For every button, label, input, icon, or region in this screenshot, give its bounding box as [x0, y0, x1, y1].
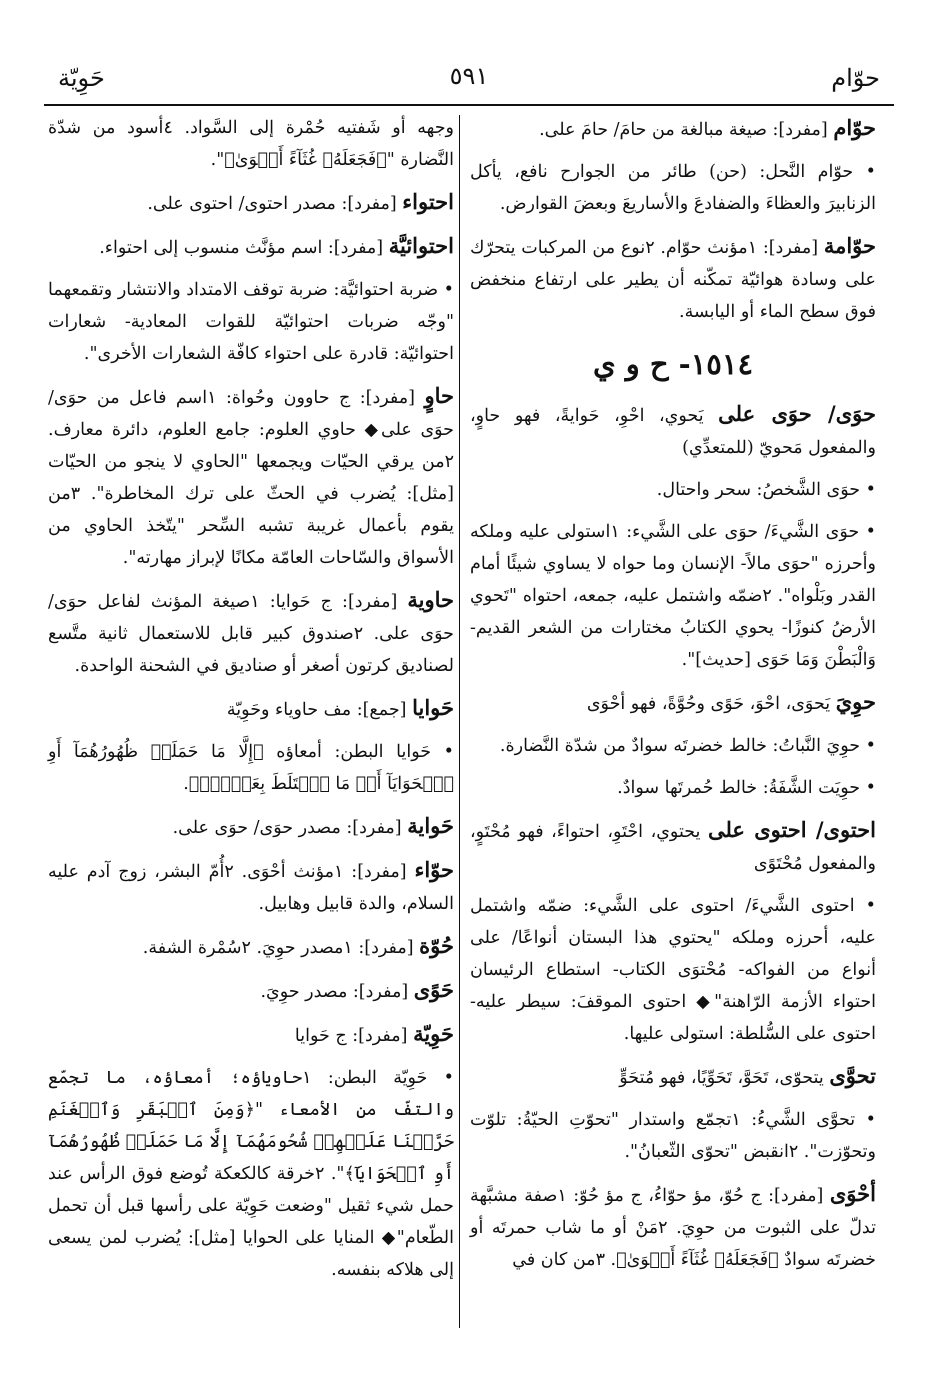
entry-headword: حوِيَ — [835, 689, 876, 714]
entry-paragraph — [470, 772, 876, 804]
entry-definition: [مفرد]: صيغة مبالغة من حامَ/ حامَ على. — [539, 120, 828, 140]
entry-definition: يَحوَى، احْوَ، حَوًى وحُوَّةً، فهو أحْوَى — [586, 694, 831, 714]
entry-definition: [مفرد]: ١مؤنث أحْوَى. ٢أُمّ البشر، زوج آدم عليه السلام، والدة قابيل وهابيل. — [48, 862, 454, 914]
right-column-bottom-entries — [470, 398, 876, 1276]
dictionary-entry — [470, 230, 876, 328]
dictionary-entry — [48, 584, 454, 682]
entry-paragraph — [470, 1178, 876, 1276]
dictionary-entry — [470, 1060, 876, 1094]
entry-headword: حَوِيّة — [413, 1021, 454, 1046]
entry-definition: • حوَى الشَّخصُ: سحر واحتال. — [656, 480, 876, 500]
header-first-headword: حوّام — [831, 64, 880, 92]
entry-definition: • حوِيَت الشَّفَةُ: خالط حُمرتَها سوادٌ. — [617, 778, 876, 798]
dictionary-entry — [470, 890, 876, 1050]
entry-definition: • ضربة احتوائيَّة: ضربة توقف الامتداد والانتشار وتقمعهما "وجّه ضربات احتوائيّة للقوات المعادية- شعارات احتوائيّة: قادرة على احتواء كافّة الشعارات الأخرى". — [48, 280, 454, 364]
entry-paragraph — [470, 398, 876, 464]
entry-paragraph — [470, 814, 876, 880]
entry-definition: وجهه أو شَفتيه حُمْرة إلى السَّواد. ٤أسود من شدّة النَّضارة "﴿فَجَعَلَهُۥ غُثَآءً أَحۡوَىٰ﴾". — [48, 118, 454, 170]
dictionary-entry — [470, 398, 876, 464]
dictionary-entry — [48, 810, 454, 844]
dictionary-entry — [48, 112, 454, 176]
entry-headword: حاوية — [407, 587, 454, 612]
entry-headword: حوّاء — [414, 857, 454, 882]
right-column-top-entries — [470, 112, 876, 328]
entry-definition: [مفرد]: ١مؤنث حوّام. ٢نوع من المركبات يتحرّك على وسادة هوائيّة تمكّنه أن يطير على ارتفاع منخفض فوق سطح الماء أو اليابسة. — [470, 238, 876, 322]
header-last-headword: حَوِيّة — [58, 64, 105, 92]
column-divider — [459, 115, 460, 1328]
header-rule — [44, 104, 894, 106]
entry-definition: [مفرد]: مصدر احتوى/ احتوى على. — [147, 194, 397, 214]
entry-headword: حوّامة — [823, 233, 876, 258]
entry-definition: • حَوِيّة البطن: ١حاوياؤه؛ أمعاؤه، ما تجمّع والتفّ من الأمعاء "﴿وَمِنَ ٱلۡبَقَرِ وَٱلۡغَنَمِ حَرَّمۡنَا عَلَيۡهِمۡ شُحُومَهُمَآ إِلَّا مَا حَمَلَتۡ ظُهُورُهُمَآ أَوِ ٱلۡحَوَايَآ﴾". ٢خرقة كالكعكة تُوضع فوق الرأس عند حمل شيء ثقيل "وضعت حَوِيّة على رأسها قبل أن تحمل الطّعام"◆ المنايا على الحوايا [مثل]: يُضرب لمن يسعى إلى هلاكه بنفسه. — [48, 1068, 454, 1280]
entry-definition: • احتوى الشَّيءَ/ احتوى على الشَّيء: ضمّه واشتمل عليه، أحرزه وملكه "يحتوي هذا البستان أنواعًا/ على أنواع من الفواكه- مُحْتوَى الكتاب- استطاع الرئيسان احتواء الأزمة الرّاهنة"◆ احتوى الموقفَ: سيطر عليه- احتوى على السُّلطة: استولى عليها. — [470, 896, 876, 1044]
dictionary-entry — [48, 1018, 454, 1052]
dictionary-entry — [48, 974, 454, 1008]
dictionary-entry — [470, 686, 876, 720]
entry-definition: يَحوي، احْوِ، حَوايةً، فهو حاوٍ، والمفعول مَحويّ (للمتعدِّي) — [470, 406, 876, 458]
entry-paragraph — [48, 230, 454, 264]
entry-definition: • حوَى الشَّيءَ/ حوَى على الشَّيء: ١استولى عليه وملكه وأحرزه "حوَى مالاً- الإنسان وما حواه لا يساوي شيئًا أمام القدر وبَلْواه". ٢ضمّه واشتمل عليه، جمعه، احتواه "تَحوي الأرضُ كنوزًا- يحوي الكتابُ مختارات من الشعر القديم- وَالْبَطْنَ وَمَا حَوَى [حديث]". — [470, 522, 876, 670]
page-header — [44, 50, 894, 104]
dictionary-entry — [48, 186, 454, 220]
entry-headword: حَوًى — [413, 977, 454, 1002]
entry-headword: حَواية — [407, 813, 454, 838]
dictionary-entry — [470, 730, 876, 762]
entry-definition: • تحوَّى الشَّيءُ: ١تجمّع واستدار "تحوّتِ الحيّةُ: تلوّت وتحوّزت". ٢انقبض "تحوّى الثّعبانُ". — [470, 1110, 876, 1162]
entry-paragraph — [48, 854, 454, 920]
dictionary-entry — [470, 156, 876, 220]
entry-paragraph — [470, 474, 876, 506]
dictionary-entry — [48, 380, 454, 574]
entry-definition: [مفرد]: ج حَوايا: ١صيغة المؤنث لفاعل حوَى/ حوَى على. ٢صندوق كبير قابل للاستعمال ثانية متَّسع لصناديق كرتون أصغر أو صناديق في الشحنة الواحدة. — [48, 592, 454, 676]
entry-definition: [مفرد]: ج حَوايا — [294, 1026, 408, 1046]
dictionary-entry — [48, 274, 454, 370]
entry-definition: يحتوي، احْتَوِ، احتواءً، فهو مُحْتَوٍ، والمفعول مُحْتَوًى — [470, 822, 876, 874]
entry-definition: [مفرد]: اسم مؤنَّث منسوب إلى احتواء. — [99, 238, 384, 258]
entry-paragraph — [470, 686, 876, 720]
entry-headword: حاوٍ — [424, 383, 454, 408]
entry-headword: احتوى/ احتوى على — [707, 817, 876, 842]
page-number: ٥٩١ — [449, 62, 489, 90]
entry-paragraph — [470, 1060, 876, 1094]
entry-paragraph — [48, 380, 454, 574]
dictionary-entry — [470, 112, 876, 146]
dictionary-entry — [48, 1062, 454, 1286]
entry-headword: تحوَّى — [829, 1063, 876, 1088]
dictionary-entry — [48, 692, 454, 726]
entry-paragraph — [470, 890, 876, 1050]
root-section-title: ١٥١٤- ح و ي — [592, 347, 754, 381]
entry-paragraph — [48, 1062, 454, 1286]
dictionary-entry — [48, 736, 454, 800]
entry-paragraph — [48, 186, 454, 220]
entry-headword: حُوّة — [419, 933, 454, 958]
entry-definition: • حَوايا البطن: أمعاؤه ﴿إِلَّا مَا حَمَلَتۡ ظُهُورُهُمَآ أَوِ ٱلۡحَوَايَآ أَوۡ مَا ٱخۡتَلَطَ بِعَظۡمٍۚ﴾. — [48, 742, 454, 794]
left-column — [48, 112, 454, 1296]
entry-paragraph — [48, 274, 454, 370]
dictionary-entry — [470, 814, 876, 880]
entry-paragraph — [470, 1104, 876, 1168]
entry-definition: [مفرد]: مصدر حوَى/ حوَى على. — [172, 818, 402, 838]
entry-headword: حَوايا — [412, 695, 454, 720]
entry-headword: حوَى/ حوَى على — [718, 401, 876, 426]
entry-definition: [مفرد]: ج حاوون وحُواة: ١اسم فاعل من حوَى/ حوَى على◆ حاوي العلوم: جامع العلوم، دائرة معارف. ٢من يرقي الحيّات ويجمعها "الحاوي لا ينجو من الحيّات [مثل]: يُضرب في الحثّ على ترك المخاطرة". ٣من يقوم بأعمال غريبة تشبه السِّحر "يتّخذ الحاوي من الأسواق والسّاحات العامّة مكانًا لإبراز مهارته". — [48, 388, 454, 568]
entry-definition: يتحوّى، تَحَوَّ، تَحَوِّيًا، فهو مُتحَوٍّ — [619, 1068, 824, 1088]
dictionary-entry — [48, 854, 454, 920]
entry-definition: [مفرد]: ١مصدر حوِيَ. ٢سُمْرة الشفة. — [142, 938, 414, 958]
entry-headword: حوّام — [833, 115, 876, 140]
dictionary-entry — [470, 516, 876, 676]
entry-paragraph — [48, 692, 454, 726]
entry-paragraph — [48, 584, 454, 682]
left-column-entries — [48, 112, 454, 1286]
entry-paragraph — [470, 730, 876, 762]
entry-definition: • حوّام النَّحل: (حن) طائر من الجوارح نافع، يأكل الزنابيرَ والعظاءَ والضفادعَ والأساريعَ وبعضَ القوارض. — [470, 162, 876, 214]
entry-paragraph — [470, 156, 876, 220]
entry-paragraph — [48, 736, 454, 800]
entry-headword: احتواء — [402, 189, 454, 214]
entry-paragraph — [48, 1018, 454, 1052]
entry-paragraph — [48, 810, 454, 844]
entry-paragraph — [470, 516, 876, 676]
entry-definition: [جمع]: مف حاوياء وحَوِيّة — [226, 700, 407, 720]
dictionary-entry — [48, 930, 454, 964]
entry-headword: احتوائيَّة — [388, 233, 454, 258]
dictionary-entry — [470, 474, 876, 506]
dictionary-entry — [470, 1178, 876, 1276]
dictionary-entry — [470, 772, 876, 804]
entry-paragraph — [470, 230, 876, 328]
entry-paragraph — [48, 974, 454, 1008]
dictionary-entry — [48, 230, 454, 264]
entry-definition: [مفرد]: ج حُوّ، مؤ حوّاءُ، ج مؤ حُوّ: ١صفة مشبَّهة تدلّ على الثبوت من حوِيَ. ٢مَنْ أو ما شاب حمرتَه أو خضرتَه سوادٌ ﴿فَجَعَلَهُۥ غُثَآءً أَحۡوَىٰ﴾. ٣من كان في — [470, 1186, 876, 1270]
entry-definition: • حوِيَ النَّباتُ: خالط خضرتَه سوادٌ من شدّة النَّضارة. — [499, 736, 876, 756]
entry-paragraph — [48, 930, 454, 964]
right-column — [470, 112, 876, 1286]
entry-paragraph — [48, 112, 454, 176]
dictionary-entry — [470, 1104, 876, 1168]
entry-headword: أحْوَى — [829, 1181, 876, 1206]
entry-paragraph — [470, 112, 876, 146]
entry-definition: [مفرد]: مصدر حوِيَ. — [260, 982, 409, 1002]
